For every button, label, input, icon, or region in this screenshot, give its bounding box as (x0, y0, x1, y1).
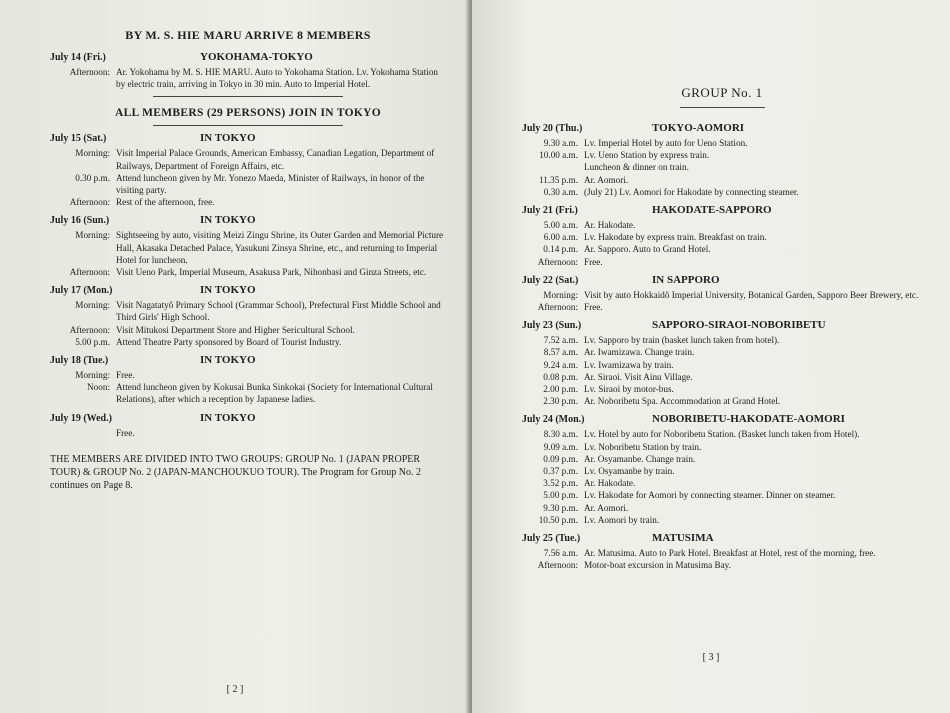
day-section (522, 274, 922, 313)
day-date: July 19 (Wed.) (50, 412, 112, 424)
entry-text: Ar. Aomori. (584, 174, 629, 185)
day-header (50, 51, 446, 63)
day-date: July 14 (Fri.) (50, 52, 106, 63)
entry-time: 5.00 a.m. (543, 220, 578, 231)
day-header (50, 214, 446, 226)
schedule-entry (50, 381, 446, 405)
day-title: MATUSIMA (652, 532, 714, 545)
entry-time: 2.00 p.m. (543, 384, 578, 395)
entry-time: 6.00 a.m. (543, 232, 578, 243)
schedule-entry (50, 266, 446, 278)
left-day-list-2 (50, 132, 446, 438)
schedule-entry (522, 502, 922, 514)
day-title: HAKODATE-SAPPORO (652, 204, 772, 217)
schedule-entry (50, 229, 446, 266)
entry-time (50, 427, 116, 439)
entry-text: Visit Imperial Palace Grounds, American Embassy, Canadian Legation, Department of Railways, Department of Foreign Affairs, etc. (116, 148, 435, 171)
schedule-entry (50, 336, 446, 348)
schedule-entry (50, 324, 446, 336)
group-title: GROUP No. 1 (681, 85, 763, 100)
day-section (522, 319, 922, 407)
entry-time: 9.09 a.m. (543, 441, 578, 452)
entry-time: Afternoon: (69, 267, 110, 278)
day-section (50, 354, 446, 406)
schedule-entry (522, 346, 922, 358)
entry-time: Afternoon: (537, 256, 578, 267)
day-title: IN TOKYO (200, 411, 256, 424)
day-title: IN TOKYO (200, 132, 256, 145)
entry-time: 11.35 p.m. (539, 174, 578, 185)
entry-text: Attend luncheon given by Kokusai Bunka Sinkokai (Society for International Cultural Relations), after which a reception by Japanese ladies. (116, 382, 433, 405)
page-number-right: [ 3 ] (702, 652, 720, 663)
day-date: July 21 (Fri.) (522, 205, 578, 217)
entry-text: (July 21) Lv. Aomori for Hakodate by connecting steamer. (584, 186, 799, 197)
day-date: July 20 (Thu.) (522, 123, 583, 134)
entry-time: 0.30 a.m. (543, 186, 578, 197)
entry-time: 5.00 p.m. (75, 336, 110, 347)
schedule-entry (522, 514, 922, 526)
entry-time: 0.30 p.m. (75, 172, 110, 183)
day-date: July 23 (Sun.) (522, 320, 582, 332)
entry-text: Visit Nagatatyô Primary School (Grammar School), Prefectural First Middle School and Third Girls' High School. (116, 300, 441, 323)
entry-text: Free. (584, 256, 603, 267)
entry-text: Ar. Matusima. Auto to Park Hotel. Breakfast at Hotel, rest of the morning, free. (584, 548, 876, 559)
entry-time: Afternoon: (537, 302, 578, 313)
entry-text: Sightseeing by auto, visiting Meizi Zingu Shrine, its Outer Garden and Memorial Picture Hall, Akasaka Detached Palace, Yasukuni Zinsya Shrine, etc., and returning to Imperial Hotel for luncheon. (116, 230, 444, 265)
entry-text: Lv. Ueno Station by express train. (584, 150, 710, 161)
day-section (522, 413, 922, 526)
entry-text: Attend Theatre Party sponsored by Board of Tourist Industry. (116, 336, 342, 347)
divider-rule (153, 125, 343, 126)
entry-time: 5.00 p.m. (543, 490, 578, 501)
left-page (0, 0, 470, 713)
divider-rule (680, 107, 765, 108)
day-date: July 22 (Sat.) (522, 274, 579, 286)
schedule-entry (522, 383, 922, 395)
divider-rule (153, 96, 343, 97)
entry-text: Lv. Osyamanbe by train. (584, 466, 675, 477)
schedule-entry (522, 395, 922, 407)
schedule-entry (522, 334, 922, 346)
entry-text: Rest of the afternoon, free. (116, 197, 215, 208)
day-date: July 24 (Mon.) (522, 414, 585, 426)
day-title: IN TOKYO (200, 214, 256, 227)
schedule-entry (50, 172, 446, 196)
entry-text: Ar. Iwamizawa. Change train. (584, 347, 695, 358)
day-section (522, 532, 922, 571)
day-date: July 16 (Sun.) (50, 215, 110, 227)
entry-time: Afternoon: (69, 67, 110, 77)
left-page-title: BY M. S. HIE MARU ARRIVE 8 MEMBERS (125, 28, 371, 42)
entry-time: Afternoon: (69, 324, 110, 335)
schedule-entry (522, 559, 922, 571)
schedule-entry (522, 371, 922, 383)
schedule-entry (50, 299, 446, 323)
entry-time: 0.09 p.m. (543, 453, 578, 464)
schedule-entry (522, 161, 922, 173)
day-header (522, 122, 922, 134)
schedule-entry (522, 489, 922, 501)
day-section (50, 412, 446, 439)
right-day-list (522, 122, 922, 571)
day-header (522, 319, 922, 331)
day-title: IN TOKYO (200, 284, 256, 297)
entry-time: 9.24 a.m. (543, 359, 578, 370)
schedule-entry (50, 66, 446, 90)
entry-text: Attend luncheon given by Mr. Yonezo Maeda, Minister of Railways, in honor of the visiting party. (116, 172, 425, 196)
schedule-entry (522, 301, 922, 313)
entry-time: Noon: (87, 382, 110, 393)
entry-time: 0.08 p.m. (543, 371, 578, 382)
entry-time: 10.00 a.m. (539, 150, 578, 161)
schedule-entry (522, 231, 922, 243)
day-date: July 25 (Tue.) (522, 533, 581, 545)
entry-time: 9.30 p.m. (543, 502, 578, 513)
entry-text: Free. (584, 302, 603, 313)
day-header (522, 532, 922, 544)
schedule-entry (522, 453, 922, 465)
entry-text: Lv. Iwamizawa by train. (584, 359, 674, 370)
day-title: NOBORIBETU-HAKODATE-AOMORI (652, 413, 845, 426)
day-date: July 18 (Tue.) (50, 355, 109, 367)
entry-text: Motor-boat excursion in Matusima Bay. (584, 560, 731, 571)
left-day-list-1 (50, 51, 446, 90)
entry-text: Free. (116, 427, 135, 438)
day-header (50, 354, 446, 366)
entry-time: 7.56 a.m. (543, 548, 578, 559)
entry-text: Ar. Yokohama by M. S. HIE MARU. Auto to Yokohama Station. Lv. Yokohama Station by electric train, arriving in Tokyo in 30 min. Auto to Imperial Hotel. (116, 67, 439, 90)
entry-text: Lv. Imperial Hotel by auto for Ueno Station. (584, 138, 748, 148)
entry-text: Lv. Hakodate for Aomori by connecting steamer. Dinner on steamer. (584, 490, 836, 501)
day-title: SAPPORO-SIRAOI-NOBORIBETU (652, 319, 826, 332)
day-header (522, 204, 922, 216)
day-title: TOKYO-AOMORI (652, 122, 745, 134)
entry-text: Lv. Noboribetu Station by train. (584, 441, 702, 452)
entry-text: Ar. Siraoi. Visit Ainu Village. (584, 371, 693, 382)
entry-text: Ar. Hakodate. (584, 220, 636, 231)
day-date: July 15 (Sat.) (50, 133, 107, 145)
entry-text: Visit by auto Hokkaidô Imperial University, Botanical Garden, Sapporo Beer Brewery, etc. (584, 289, 919, 300)
day-section (50, 132, 446, 208)
day-title: IN TOKYO (200, 354, 256, 367)
entry-time: 9.30 a.m. (543, 138, 578, 148)
entry-time (522, 161, 584, 173)
schedule-entry (522, 428, 922, 440)
schedule-entry (522, 149, 922, 161)
schedule-entry (50, 369, 446, 381)
schedule-entry (522, 465, 922, 477)
day-section (522, 122, 922, 198)
entry-time: Morning: (75, 148, 110, 159)
schedule-entry (50, 427, 446, 439)
entry-time: 0.14 p.m. (543, 244, 578, 255)
entry-text: Ar. Aomori. (584, 502, 629, 513)
entry-text: Lv. Aomori by train. (584, 514, 660, 525)
entry-text: Visit Ueno Park, Imperial Museum, Asakusa Park, Nihonbasi and Ginza Streets, etc. (116, 267, 427, 278)
entry-text: Lv. Sapporo by train (basket lunch taken from hotel). (584, 335, 780, 346)
day-section (50, 214, 446, 278)
schedule-entry (522, 477, 922, 489)
entry-time: 0.37 p.m. (543, 466, 578, 477)
schedule-entry (522, 256, 922, 268)
entry-time: 3.52 p.m. (543, 478, 578, 489)
schedule-entry (522, 441, 922, 453)
schedule-entry (522, 174, 922, 186)
entry-time: Afternoon: (537, 560, 578, 571)
day-section (50, 51, 446, 90)
day-date: July 17 (Mon.) (50, 285, 113, 297)
schedule-entry (522, 289, 922, 301)
day-section (522, 204, 922, 268)
join-heading: ALL MEMBERS (29 PERSONS) JOIN IN TOKYO (115, 107, 381, 120)
entry-text: Lv. Hotel by auto for Noboribetu Station. (Basket lunch taken from Hotel). (584, 429, 860, 440)
day-header (522, 274, 922, 286)
right-page (472, 0, 950, 713)
schedule-entry (522, 359, 922, 371)
entry-time: 10.50 p.m. (538, 514, 578, 525)
entry-text: Ar. Sapporo. Auto to Grand Hotel. (584, 244, 711, 255)
entry-text: Ar. Hakodate. (584, 478, 636, 489)
page-number-left: [ 2 ] (226, 684, 244, 695)
entry-time: Morning: (75, 370, 110, 381)
entry-text: Ar. Osyamanbe. Change train. (584, 453, 696, 464)
entry-time: 2.30 p.m. (543, 396, 578, 407)
schedule-entry (50, 147, 446, 171)
entry-time: Morning: (75, 300, 110, 311)
day-header (50, 412, 446, 424)
day-header (522, 413, 922, 425)
entry-text: Luncheon & dinner on train. (584, 162, 689, 173)
schedule-entry (50, 196, 446, 208)
entry-time: 8.57 a.m. (543, 347, 578, 358)
entry-time: Afternoon: (69, 197, 110, 208)
schedule-entry (522, 137, 922, 149)
entry-time: 7.52 a.m. (543, 335, 578, 346)
entry-text: Lv. Hakodate by express train. Breakfast on train. (584, 232, 767, 243)
entry-text: Free. (116, 370, 135, 381)
entry-time: 8.30 a.m. (543, 429, 578, 440)
entry-text: Lv. Siraoi by motor-bus. (584, 384, 674, 395)
schedule-entry (522, 186, 922, 198)
schedule-entry (522, 243, 922, 255)
entry-time: Morning: (543, 289, 578, 300)
day-header (50, 284, 446, 296)
groups-note: THE MEMBERS ARE DIVIDED INTO TWO GROUPS: GROUP No. 1 (JAPAN PROPER TOUR) & GROUP No. 2 (JAPAN-MANCHOUKUO TOUR). The Program for Group No. 2 continues on Page 8. (50, 453, 422, 491)
day-header (50, 132, 446, 144)
day-section (50, 284, 446, 348)
day-title: YOKOHAMA-TOKYO (200, 51, 313, 63)
entry-text: Ar. Noboribetu Spa. Accommodation at Grand Hotel. (584, 396, 781, 407)
entry-text: Visit Mitukosi Department Store and Higher Sericultural School. (116, 324, 355, 335)
schedule-entry (522, 219, 922, 231)
day-title: IN SAPPORO (652, 273, 720, 286)
entry-time: Morning: (75, 230, 110, 241)
schedule-entry (522, 547, 922, 559)
